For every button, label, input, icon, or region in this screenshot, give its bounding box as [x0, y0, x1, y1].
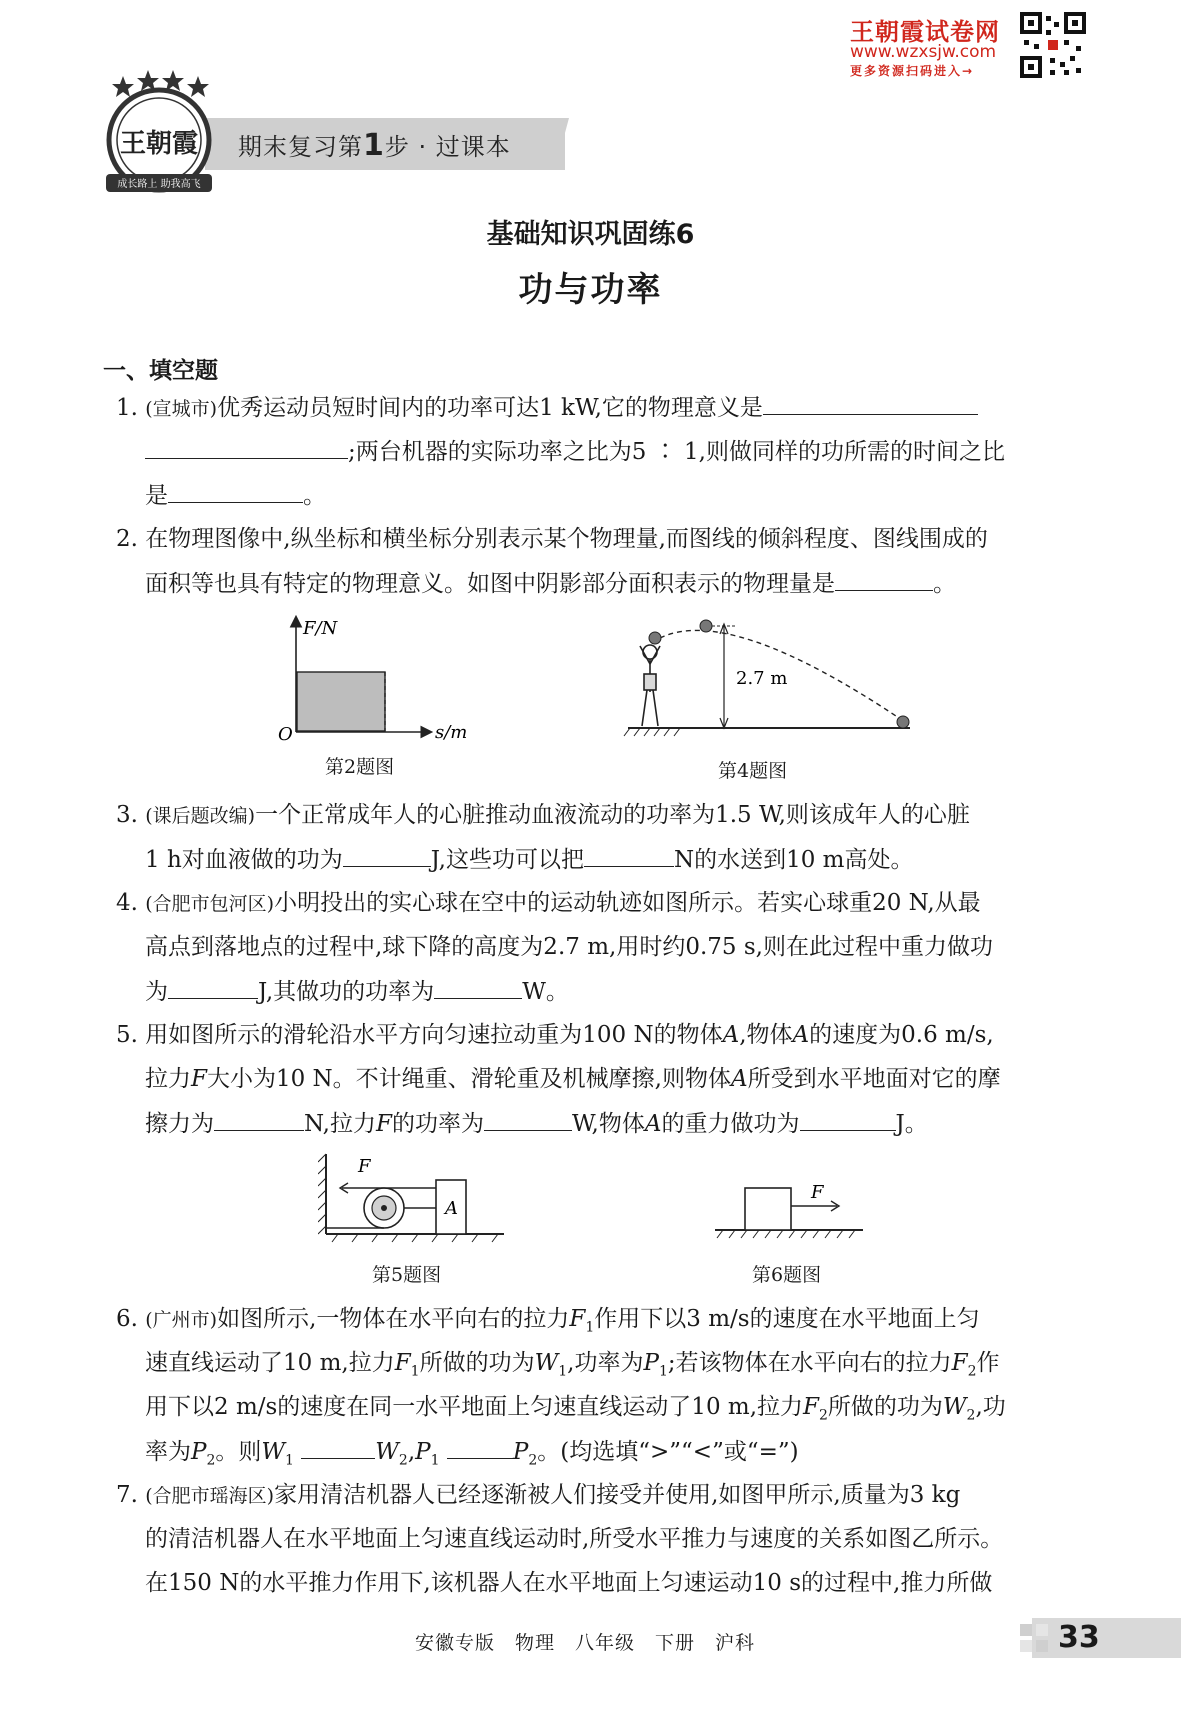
banner-text: 期末复习第1步 · 过课本 [238, 128, 511, 163]
force-label: F [358, 1156, 371, 1177]
question-6-line2: 速直线运动了10 m,拉力$F_1$所做的功为$W_1$,功率为$P_1$;若该物体在水平向右的拉力$F_2$作 [145, 1350, 1000, 1380]
question-1-line3: 是 。 [145, 480, 326, 511]
page-number: 33 [1058, 1620, 1100, 1655]
svg-text:成长路上 助我高飞: 成长路上 助我高飞 [117, 179, 201, 190]
answer-blank[interactable] [168, 480, 303, 503]
question-6: 6. (广州市)如图所示,一物体在水平向右的拉力$F_1$作用下以3 m/s的速度在水平地面上匀 [116, 1306, 980, 1336]
question-3: 3. (课后题改编)一个正常成年人的心脏推动血液流动的功率为1.5 W,则该成年人的心脏 [116, 802, 970, 828]
ball-land [897, 716, 909, 728]
question-5: 5. 用如图所示的滑轮沿水平方向匀速拉动重为100 N的物体A,物体A的速度为0.6 m/s, [116, 1022, 994, 1048]
banner-stripes [525, 118, 575, 170]
question-1-line2: ;两台机器的实际功率之比为5 ∶ 1,则做同样的功所需的时间之比 [145, 436, 1005, 467]
ball-top [700, 620, 712, 632]
question-1: 1. (宣城市)优秀运动员短时间内的功率可达1 kW,它的物理意义是 [116, 392, 978, 424]
question-4-line3: 为 J,其做功的功率为 W。 [145, 976, 569, 1007]
figure-4-trajectory [620, 612, 915, 742]
logo-icon [100, 70, 218, 200]
question-5-line2: 拉力F大小为10 N。不计绳重、滑轮重及机械摩擦,则物体A所受到水平地面对它的摩 [145, 1066, 1001, 1092]
footer-text: 安徽专版 物理 八年级 下册 沪科 [415, 1632, 756, 1654]
force-label: F [811, 1182, 824, 1203]
question-6-line4: 率为$P_2$。则$W_1$ $W_2,P_1$ $P_2$。(均选填“>”“<”或“=”) [145, 1436, 799, 1476]
question-6-line3: 用下以2 m/s的速度在同一水平地面上匀速直线运动了10 m,拉力$F_2$所做的功为$W_2$,功 [145, 1394, 1006, 1424]
figure-2-graph [270, 612, 485, 747]
question-4-line2: 高点到落地点的过程中,球下降的高度为2.7 m,用时约0.75 s,则在此过程中重力做功 [145, 934, 993, 960]
svg-text:王朝霞: 王朝霞 [119, 129, 199, 159]
watermark-url[interactable]: www.wzxsjw.com [850, 42, 997, 62]
subtitle: 基础知识巩固练6 [486, 219, 695, 250]
answer-blank[interactable] [447, 1436, 513, 1459]
figure-5-caption: 第5题图 [372, 1264, 442, 1286]
origin-label: O [278, 724, 293, 745]
answer-blank[interactable] [584, 844, 674, 867]
answer-blank[interactable] [168, 976, 258, 999]
figure-4-caption: 第4题图 [718, 760, 788, 782]
y-axis-label: F/N [303, 618, 338, 639]
block-label: A [445, 1198, 458, 1219]
answer-blank[interactable] [763, 392, 978, 415]
question-7-line2: 的清洁机器人在水平地面上匀速直线运动时,所受水平推力与速度的关系如图乙所示。 [145, 1526, 1004, 1552]
answer-blank[interactable] [145, 436, 348, 459]
figure-6-caption: 第6题图 [752, 1264, 822, 1286]
answer-blank[interactable] [343, 844, 431, 867]
question-4: 4. (合肥市包河区)小明投出的实心球在空中的运动轨迹如图所示。若实心球重20 N,从最 [116, 890, 981, 916]
page-number-bar [1032, 1618, 1181, 1658]
answer-blank[interactable] [484, 1108, 572, 1131]
page-title: 功与功率 [518, 270, 663, 310]
figure-2-caption: 第2题图 [325, 756, 395, 778]
question-3-line2: 1 h对血液做的功为 J,这些功可以把 N的水送到10 m高处。 [145, 844, 913, 875]
figure-5-pulley [318, 1148, 508, 1248]
banner-step: 1 [363, 128, 385, 163]
answer-blank[interactable] [434, 976, 522, 999]
x-axis-label: s/m [435, 722, 468, 743]
qr-code-icon[interactable] [1020, 12, 1086, 78]
section-heading: 一、填空题 [103, 358, 218, 384]
question-7: 7. (合肥市瑶海区)家用清洁机器人已经逐渐被人们接受并使用,如图甲所示,质量为3 kg [116, 1482, 961, 1508]
question-5-line3: 擦力为 N,拉力F的功率为 W,物体A的重力做功为 J。 [145, 1108, 928, 1139]
corner-squares-icon [1020, 1624, 1050, 1654]
answer-blank[interactable] [800, 1108, 896, 1131]
watermark-tip: 更多资源扫码进入→ [850, 64, 975, 78]
watermark-brand: 王朝霞试卷网 [850, 18, 1000, 46]
answer-blank[interactable] [214, 1108, 304, 1131]
height-label: 2.7 m [736, 668, 788, 689]
person-icon [640, 645, 660, 726]
question-2: 2. 在物理图像中,纵坐标和横坐标分别表示某个物理量,而图线的倾斜程度、图线围成的 [116, 526, 988, 552]
figure-6-block [715, 1172, 865, 1247]
ball-start [649, 632, 661, 644]
answer-blank[interactable] [835, 568, 933, 591]
question-7-line3: 在150 N的水平推力作用下,该机器人在水平地面上匀速运动10 s的过程中,推力所做 [145, 1570, 993, 1596]
answer-blank[interactable] [301, 1436, 375, 1459]
question-2-line2: 面积等也具有特定的物理意义。如图中阴影部分面积表示的物理量是 。 [145, 568, 956, 599]
